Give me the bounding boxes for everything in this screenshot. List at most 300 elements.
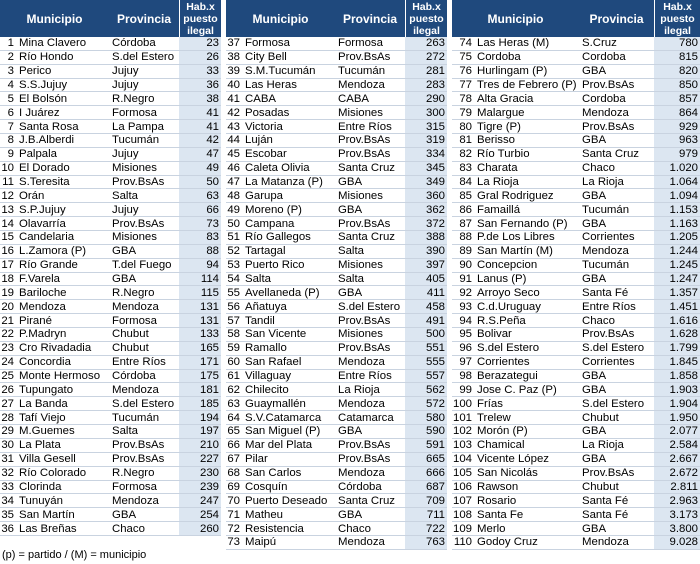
- row-municipio: Famaillá: [477, 203, 521, 216]
- row-provincia: Prov.BsAs: [338, 453, 391, 466]
- row-municipio: Concepcion: [477, 259, 538, 272]
- row-rank: 44: [227, 134, 240, 147]
- row-rank: 36: [1, 522, 14, 535]
- row-hab-value: 1.858: [654, 370, 700, 383]
- table-row: [452, 231, 700, 245]
- table-row: [0, 467, 221, 481]
- row-municipio: Bolivar: [477, 328, 512, 341]
- row-provincia: Tucumán: [338, 65, 386, 78]
- table-row: [0, 481, 221, 495]
- row-municipio: Garupa: [245, 189, 283, 202]
- row-hab-value: 709: [405, 494, 447, 507]
- table-row: [452, 383, 700, 397]
- row-municipio: Puerto Rico: [245, 259, 305, 272]
- table-block-3: [452, 0, 700, 550]
- table-row: [452, 342, 700, 356]
- row-municipio: Posadas: [245, 106, 290, 119]
- table-row: [0, 314, 221, 328]
- table-row: [0, 522, 221, 536]
- row-rank: 49: [227, 203, 240, 216]
- row-provincia: Mendoza: [338, 467, 385, 480]
- row-hab-value: 33: [179, 65, 221, 78]
- row-municipio: Campana: [245, 217, 295, 230]
- header-hab-line3: ilegal: [664, 24, 691, 37]
- header-hab-line3: ilegal: [187, 24, 214, 37]
- row-provincia: Misiones: [112, 162, 157, 175]
- row-rank: 32: [1, 467, 14, 480]
- header-hab-line2: puesto: [183, 12, 218, 25]
- row-hab-value: 1.245: [654, 259, 700, 272]
- row-hab-value: 181: [179, 383, 221, 396]
- row-rank: 1: [7, 37, 14, 50]
- table-row: [226, 328, 447, 342]
- row-hab-value: 1.163: [654, 217, 700, 230]
- row-municipio: Luján: [245, 134, 273, 147]
- row-hab-value: 300: [405, 106, 447, 119]
- table-row: [452, 65, 700, 79]
- row-municipio: Jose C. Paz (P): [477, 383, 557, 396]
- row-hab-value: 114: [179, 273, 221, 286]
- row-provincia: La Rioja: [582, 439, 624, 452]
- row-rank: 21: [1, 314, 14, 327]
- row-rank: 3: [7, 65, 14, 78]
- table-row: [0, 148, 221, 162]
- row-rank: 94: [459, 314, 472, 327]
- row-rank: 108: [452, 508, 472, 521]
- row-provincia: Tucumán: [112, 134, 160, 147]
- row-municipio: San Fernando (P): [477, 217, 568, 230]
- row-hab-value: 780: [654, 37, 700, 50]
- row-provincia: Chubut: [112, 328, 149, 341]
- table-row: [452, 481, 700, 495]
- table-header: [0, 0, 221, 37]
- row-municipio: S.M.Tucumán: [245, 65, 316, 78]
- row-rank: 42: [227, 106, 240, 119]
- row-municipio: C.d.Uruguay: [477, 300, 541, 313]
- row-rank: 51: [227, 231, 240, 244]
- row-municipio: S.del Estero: [477, 342, 540, 355]
- row-rank: 100: [452, 397, 472, 410]
- row-municipio: Matheu: [245, 508, 283, 521]
- row-rank: 107: [452, 494, 472, 507]
- row-provincia: GBA: [582, 273, 607, 286]
- table-row: [226, 231, 447, 245]
- row-rank: 7: [7, 120, 14, 133]
- row-hab-value: 131: [179, 314, 221, 327]
- row-municipio: Avellaneda (P): [245, 286, 320, 299]
- row-rank: 109: [452, 522, 472, 535]
- row-rank: 70: [227, 494, 240, 507]
- row-hab-value: 47: [179, 148, 221, 161]
- row-provincia: Santa Cruz: [338, 162, 395, 175]
- row-rank: 63: [227, 397, 240, 410]
- table-row: [226, 522, 447, 536]
- row-hab-value: 2.672: [654, 467, 700, 480]
- row-provincia: Entre Ríos: [112, 356, 166, 369]
- row-hab-value: 239: [179, 481, 221, 494]
- row-municipio: City Bell: [245, 51, 287, 64]
- table-row: [0, 328, 221, 342]
- row-municipio: S.V.Catamarca: [245, 411, 322, 424]
- table-row: [226, 383, 447, 397]
- table-row: [226, 356, 447, 370]
- row-hab-value: 2.811: [654, 481, 700, 494]
- row-rank: 73: [227, 536, 240, 549]
- row-municipio: Las Heras: [245, 79, 297, 91]
- row-municipio: El Bolsón: [19, 92, 68, 105]
- row-municipio: Candelaria: [19, 231, 75, 244]
- row-hab-value: 3.173: [654, 508, 700, 521]
- row-provincia: Jujuy: [112, 203, 139, 216]
- table-row: [0, 259, 221, 273]
- table-row: [226, 203, 447, 217]
- row-hab-value: 230: [179, 467, 221, 480]
- row-provincia: S.del Estero: [112, 397, 175, 410]
- row-rank: 4: [7, 79, 14, 91]
- row-municipio: Chamical: [477, 439, 525, 452]
- row-rank: 27: [1, 397, 14, 410]
- table-row: [452, 37, 700, 51]
- row-rank: 16: [1, 245, 14, 258]
- row-provincia: Córdoba: [112, 370, 156, 383]
- row-municipio: Mina Clavero: [19, 37, 87, 50]
- row-municipio: La Matanza (P): [245, 176, 323, 189]
- table-block-1: [0, 0, 221, 536]
- row-rank: 67: [227, 453, 240, 466]
- row-municipio: Cosquín: [245, 480, 288, 493]
- row-municipio: Olavarría: [19, 217, 66, 230]
- row-provincia: Mendoza: [112, 494, 159, 507]
- row-rank: 2: [7, 51, 14, 64]
- row-municipio: Tandil: [245, 314, 275, 327]
- table-row: [226, 176, 447, 190]
- row-hab-value: 687: [405, 481, 447, 494]
- row-rank: 55: [227, 286, 240, 299]
- row-municipio: Tunuyán: [19, 494, 63, 507]
- table-row: [0, 120, 221, 134]
- row-municipio: Berisso: [477, 134, 515, 147]
- row-provincia: Córdoba: [112, 37, 156, 50]
- row-municipio: Bariloche: [19, 286, 67, 299]
- row-hab-value: 555: [405, 356, 447, 369]
- row-provincia: GBA: [112, 245, 137, 258]
- row-provincia: Prov.BsAs: [582, 79, 635, 91]
- table-row: [0, 37, 221, 51]
- row-rank: 99: [459, 383, 472, 396]
- row-municipio: Santa Fe: [477, 508, 524, 521]
- table-row: [0, 162, 221, 176]
- row-municipio: S.P.Jujuy: [19, 203, 66, 216]
- row-rank: 88: [459, 231, 472, 244]
- row-hab-value: 171: [179, 356, 221, 369]
- table-row: [452, 300, 700, 314]
- row-provincia: Prov.BsAs: [582, 120, 635, 133]
- row-provincia: Chaco: [338, 522, 371, 535]
- row-rank: 33: [1, 480, 14, 493]
- row-hab-value: 272: [405, 51, 447, 64]
- row-rank: 83: [459, 162, 472, 175]
- table-row: [0, 356, 221, 370]
- row-hab-value: 500: [405, 328, 447, 341]
- row-hab-value: 572: [405, 397, 447, 410]
- table-row: [0, 342, 221, 356]
- header-provincia: Provincia: [116, 11, 172, 26]
- row-municipio: Merlo: [477, 522, 506, 535]
- table-header: [452, 0, 700, 37]
- row-rank: 101: [452, 411, 472, 424]
- row-municipio: J.B.Alberdi: [19, 134, 75, 147]
- table-row: [452, 79, 700, 93]
- row-provincia: Chaco: [582, 314, 615, 327]
- row-rank: 106: [452, 480, 472, 493]
- table-row: [226, 481, 447, 495]
- row-rank: 26: [1, 383, 14, 396]
- row-provincia: Santa Fé: [582, 494, 629, 507]
- row-municipio: I Juárez: [19, 106, 60, 119]
- row-rank: 28: [1, 411, 14, 424]
- row-hab-value: 557: [405, 370, 447, 383]
- table-row: [0, 494, 221, 508]
- table-row: [226, 300, 447, 314]
- row-provincia: GBA: [582, 189, 607, 202]
- table-header: [226, 0, 447, 37]
- table-row: [452, 273, 700, 287]
- row-municipio: Hurlingam (P): [477, 65, 548, 78]
- table-row: [0, 439, 221, 453]
- row-rank: 45: [227, 148, 240, 161]
- row-municipio: F.Varela: [19, 273, 60, 286]
- row-hab-value: 334: [405, 148, 447, 161]
- row-rank: 93: [459, 300, 472, 313]
- table-row: [226, 65, 447, 79]
- row-provincia: R.Negro: [112, 92, 155, 105]
- row-provincia: Chubut: [112, 342, 149, 355]
- row-municipio: Villa Gesell: [19, 453, 76, 466]
- row-provincia: Prov.BsAs: [338, 342, 391, 355]
- row-provincia: T.del Fuego: [112, 259, 172, 272]
- table-row: [226, 439, 447, 453]
- row-rank: 64: [227, 411, 240, 424]
- row-hab-value: 722: [405, 522, 447, 535]
- row-rank: 82: [459, 148, 472, 161]
- table-row: [226, 536, 447, 550]
- row-municipio: Vicente López: [477, 453, 549, 466]
- table-row: [226, 453, 447, 467]
- row-provincia: GBA: [112, 273, 137, 286]
- table-row: [0, 79, 221, 93]
- row-municipio: Rawson: [477, 480, 519, 493]
- row-hab-value: 210: [179, 439, 221, 452]
- row-rank: 5: [7, 92, 14, 105]
- row-hab-value: 197: [179, 425, 221, 438]
- row-rank: 103: [452, 439, 472, 452]
- row-rank: 18: [1, 273, 14, 286]
- row-municipio: Tafí Viejo: [19, 411, 66, 424]
- table-row: [226, 92, 447, 106]
- row-rank: 6: [7, 106, 14, 119]
- row-provincia: Chaco: [112, 522, 145, 535]
- row-municipio: Villaguay: [245, 370, 292, 383]
- row-hab-value: 405: [405, 273, 447, 286]
- row-municipio: Corrientes: [477, 356, 530, 369]
- row-municipio: Tartagal: [245, 245, 286, 258]
- row-hab-value: 411: [405, 286, 447, 299]
- row-hab-value: 1.205: [654, 231, 700, 244]
- row-rank: 61: [227, 370, 240, 383]
- row-hab-value: 290: [405, 92, 447, 105]
- table-row: [226, 245, 447, 259]
- row-rank: 80: [459, 120, 472, 133]
- row-hab-value: 963: [654, 134, 700, 147]
- row-hab-value: 390: [405, 245, 447, 258]
- row-provincia: Misiones: [338, 259, 383, 272]
- table-row: [226, 286, 447, 300]
- header-municipio: Municipio: [487, 11, 544, 26]
- table-row: [0, 383, 221, 397]
- row-provincia: Prov.BsAs: [338, 51, 391, 64]
- row-municipio: Río Gallegos: [245, 231, 311, 244]
- table-row: [0, 370, 221, 384]
- row-rank: 14: [1, 217, 14, 230]
- row-rank: 59: [227, 342, 240, 355]
- row-rank: 25: [1, 370, 14, 383]
- row-provincia: Mendoza: [338, 536, 385, 549]
- row-provincia: GBA: [582, 453, 607, 466]
- row-provincia: Santa Cruz: [338, 231, 395, 244]
- row-hab-value: 820: [654, 65, 700, 78]
- row-rank: 58: [227, 328, 240, 341]
- row-municipio: Río Turbio: [477, 148, 530, 161]
- row-provincia: Mendoza: [582, 245, 629, 258]
- row-hab-value: 94: [179, 259, 221, 272]
- row-municipio: Las Breñas: [19, 522, 77, 535]
- table-row: [0, 176, 221, 190]
- row-municipio: Río Hondo: [19, 51, 74, 64]
- header-hab-wrap: [660, 1, 694, 37]
- row-rank: 72: [227, 522, 240, 535]
- row-provincia: La Pampa: [112, 120, 164, 133]
- table-row: [452, 370, 700, 384]
- row-municipio: P.Madryn: [19, 328, 67, 341]
- row-municipio: CABA: [245, 92, 277, 105]
- row-provincia: GBA: [338, 286, 363, 299]
- row-rank: 81: [459, 134, 472, 147]
- table-row: [452, 217, 700, 231]
- row-municipio: Malargue: [477, 106, 525, 119]
- row-provincia: Prov.BsAs: [582, 328, 635, 341]
- row-municipio: San Nicolás: [477, 467, 538, 480]
- row-rank: 10: [1, 162, 14, 175]
- table-row: [226, 397, 447, 411]
- row-municipio: Ramallo: [245, 342, 287, 355]
- row-rank: 30: [1, 439, 14, 452]
- row-provincia: Salta: [112, 189, 138, 202]
- row-rank: 65: [227, 425, 240, 438]
- table-row: [452, 522, 700, 536]
- table-row: [226, 314, 447, 328]
- row-hab-value: 666: [405, 467, 447, 480]
- row-provincia: Mendoza: [582, 536, 629, 549]
- row-rank: 86: [459, 203, 472, 216]
- row-provincia: GBA: [112, 508, 137, 521]
- table-row: [0, 134, 221, 148]
- row-hab-value: 345: [405, 162, 447, 175]
- row-provincia: Corrientes: [582, 231, 635, 244]
- row-provincia: Formosa: [338, 37, 383, 50]
- row-hab-value: 50: [179, 176, 221, 189]
- table-row: [452, 203, 700, 217]
- row-rank: 57: [227, 314, 240, 327]
- table-row: [0, 453, 221, 467]
- table-row: [452, 286, 700, 300]
- row-provincia: Santa Fé: [582, 508, 629, 521]
- row-provincia: Jujuy: [112, 65, 139, 78]
- row-rank: 15: [1, 231, 14, 244]
- row-municipio: Rosario: [477, 494, 517, 507]
- row-hab-value: 131: [179, 300, 221, 313]
- row-provincia: CABA: [338, 92, 370, 105]
- row-hab-value: 2.077: [654, 425, 700, 438]
- row-municipio: S.Teresita: [19, 176, 70, 189]
- row-provincia: GBA: [582, 370, 607, 383]
- row-hab-value: 175: [179, 370, 221, 383]
- row-rank: 74: [459, 37, 472, 50]
- row-municipio: P.de Los Libres: [477, 231, 555, 244]
- row-provincia: Misiones: [338, 189, 383, 202]
- row-hab-value: 372: [405, 217, 447, 230]
- row-hab-value: 42: [179, 134, 221, 147]
- header-hab-line1: Hab.x: [186, 0, 215, 13]
- table-row: [0, 231, 221, 245]
- row-municipio: Tupungato: [19, 383, 74, 396]
- row-provincia: Cordoba: [582, 92, 626, 105]
- row-rank: 60: [227, 356, 240, 369]
- row-municipio: Mar del Plata: [245, 439, 313, 452]
- row-hab-value: 1.616: [654, 314, 700, 327]
- row-provincia: Catamarca: [338, 411, 394, 424]
- row-provincia: GBA: [582, 383, 607, 396]
- row-municipio: La Plata: [19, 439, 61, 452]
- table-row: [226, 51, 447, 65]
- row-provincia: Chubut: [582, 411, 619, 424]
- table-row: [452, 494, 700, 508]
- header-hab-line2: puesto: [660, 12, 695, 25]
- row-hab-value: 41: [179, 106, 221, 119]
- row-municipio: Morón (P): [477, 425, 528, 438]
- row-provincia: Corrientes: [582, 356, 635, 369]
- row-provincia: Mendoza: [112, 383, 159, 396]
- row-provincia: GBA: [582, 217, 607, 230]
- row-provincia: Santa Cruz: [582, 148, 639, 161]
- table-row: [226, 106, 447, 120]
- header-hab-puesto-ilegal: [654, 0, 700, 37]
- row-hab-value: 1.244: [654, 245, 700, 258]
- table-row: [226, 370, 447, 384]
- row-rank: 52: [227, 245, 240, 258]
- table-row: [452, 259, 700, 273]
- row-municipio: Mendoza: [19, 300, 66, 313]
- row-municipio: Escobar: [245, 148, 287, 161]
- table-row: [0, 425, 221, 439]
- row-rank: 92: [459, 286, 472, 299]
- row-rank: 47: [227, 176, 240, 189]
- row-provincia: Misiones: [338, 106, 383, 119]
- row-municipio: Gral Rodriguez: [477, 189, 554, 202]
- row-provincia: S.del Estero: [582, 397, 645, 410]
- header-hab-puesto-ilegal: [405, 0, 447, 37]
- row-rank: 96: [459, 342, 472, 355]
- row-hab-value: 551: [405, 342, 447, 355]
